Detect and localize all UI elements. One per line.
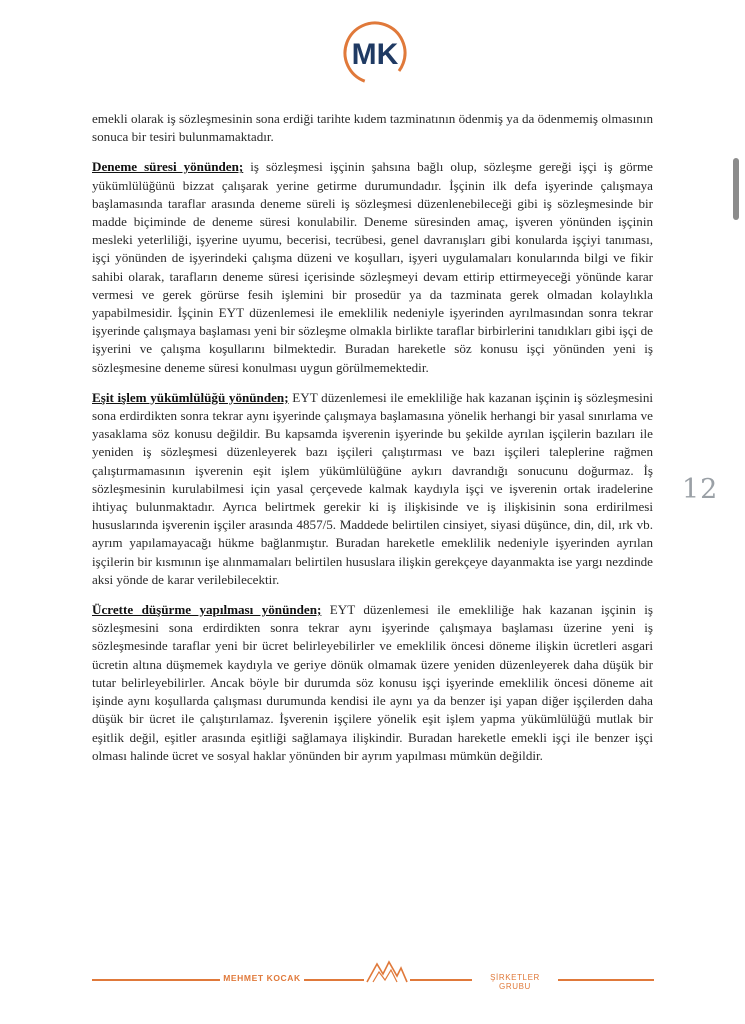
page-number: 12 [682,474,719,505]
paragraph-4-text: EYT düzenlemesi ile emekliliğe hak kazanan işçinin iş sözleşmesini sona erdirdikten sonra tekrar aynı işyerinde çalışmaya başlaması üzerine yeni iş sözleşmesinde taraflar yeni bir ücret belirleyebilirler ve emeklilik öncesi döneme ilişkin ücretleri asgari ücretin altına düşmemek kaydıyla ve geriye dönük olmamak üzere yeniden düzenleyerek daha düşük bir tutar belirleyebilirler. Ancak böyle bir durumda söz konusu işçi işyerinde emeklilik öncesi döneme ait işinde aynı koşullarda çalışması durumunda kendisi ile aynı ya da benzer işi yapan diğer işçilerden daha düşük bir ücret ile çalıştırılamaz. İşverenin işçilere yönelik eşit işlem yapma yükümlülüğü mutlak bir eşitlik değil, eşitler arasında eşitliği sağlamaya ilişkindir. Buradan hareketle emekli işçi ile benzer işçi olması halinde ücret ve sosyal haklar yönünden bir ayrım yapılması mümkün değildir. [92,602,654,763]
footer-divider-left [92,979,220,981]
body-text [92,110,653,777]
paragraph-1 [92,110,653,146]
paragraph-1-text: emekli olarak iş sözleşmesinin sona erdiği tarihte kıdem tazminatının ödenmiş ya da ödenmemiş olmasının sonuca bir tesiri bulunmamaktadır. [92,111,653,145]
paragraph-2-text: iş sözleşmesi işçinin şahsına bağlı olup, sözleşme gereği işçi iş görme yükümlülüğünü bizzat çalışarak yerine getirme durumundadır. İşçinin ilk defa işyerinde çalışmaya başlamasında taraflar arasında deneme süreli iş sözleşmesi düzenlenebileceği gibi iş sözleşmesinde bir madde biçiminde de deneme süresi konulabilir. Deneme süresinden amaç, işveren yönünden işçinin mesleki yeterliliği, işyerine uyumu, becerisi, tecrübesi, genel davranışları gibi konularda işçiyi tanıması, işçi yönünden de işyerindeki çalışma düzeni ve koşulları, işyeri uygulamaları konularında bilgi ve fikir sahibi olarak, tarafların deneme süresi içerisinde sözleşmeyi devam ettirip ettirmeyeceği yönünde karar vermesi ve gerek görürse fesih işlemini bir prosedür ya da tazminata gerek olmadan kolaylıkla yapabilmesidir. İşçinin EYT düzenlemesi ile emeklilik nedeniyle işyerinden ayrılmasından sonra tekrar işyerinde çalışmaya başlaması yeni bir sözleşme olmakla birlikte taraflar birbirlerini tanıdıkları gibi işçi de işyerini ve çalışma koşullarını bilmektedir. Buradan hareketle söz konusu işçi yönünden yeni iş sözleşmesine deneme süresi konulması uygun görülmemektedir. [92,159,653,375]
paragraph-4-lead: Ücrette düşürme yapılması yönünden; [92,602,322,618]
logo-letters: MK [351,38,399,71]
paragraph-2-lead: Deneme süresi yönünden; [92,159,244,175]
vertical-scrollbar[interactable] [733,158,739,220]
footer-group-name: ŞİRKETLER GRUBU [490,973,540,991]
paragraph-deneme-suresi [92,158,653,376]
paragraph-esit-islem [92,389,653,589]
mk-logo [340,18,410,88]
footer-company-name: MEHMET KOCAK [223,973,301,983]
footer-mountain-icon [365,958,409,984]
paragraph-3-lead: Eşit işlem yükümlülüğü yönünden; [92,389,289,405]
footer-divider-right [558,979,654,981]
paragraph-ucrette-dusurme [92,601,653,765]
paragraph-3-text: EYT düzenlemesi ile emekliliğe hak kazanan işçinin iş sözleşmesini sona erdirdikten sonra tekrar aynı işyerinde çalışmaya başlamasına yönelik herhangi bir yasal sınırlama ve yasaklama söz konusu değildir. Bu kapsamda işverenin işyerinde bu şekilde ayrılan işçilerin bazıları ile yeniden iş sözleşmesi düzenleyerek bazı işçileri çalıştırması ve bazı işçileri taleplerine rağmen çalıştırmamasının işverenin eşit işlem yükümlülüğüne aykırı davrandığı sonucunu doğurmaz. İş sözleşmesinin kurulabilmesi için yasal çerçevede kalmak kaydıyla işçi ve işverenin ortak iradelerine ihtiyaç bulunmaktadır. Ayrıca belirtmek gerekir ki iş ilişkisinde ve iş ilişkisinin sona erdirilmesi hususlarında işverenin işçiler arasında 4857/5. Maddede belirtilen cinsiyet, siyasi düşünce, din, dil, ırk vb. ayrım yapılamayacağı hükme bağlanmıştır. Buradan hareketle emeklilik nedeniyle işyerinden ayrılan işçilerin bir kısmının işe alınmamaları belirtilen hususlara ilişkin gerekçeye dayanmakta ise yargı nezdinde aksi yönde de karar verilebilecektir. [92,389,654,587]
footer-divider-mid-left [304,979,364,981]
footer-divider-mid-right [410,979,472,981]
